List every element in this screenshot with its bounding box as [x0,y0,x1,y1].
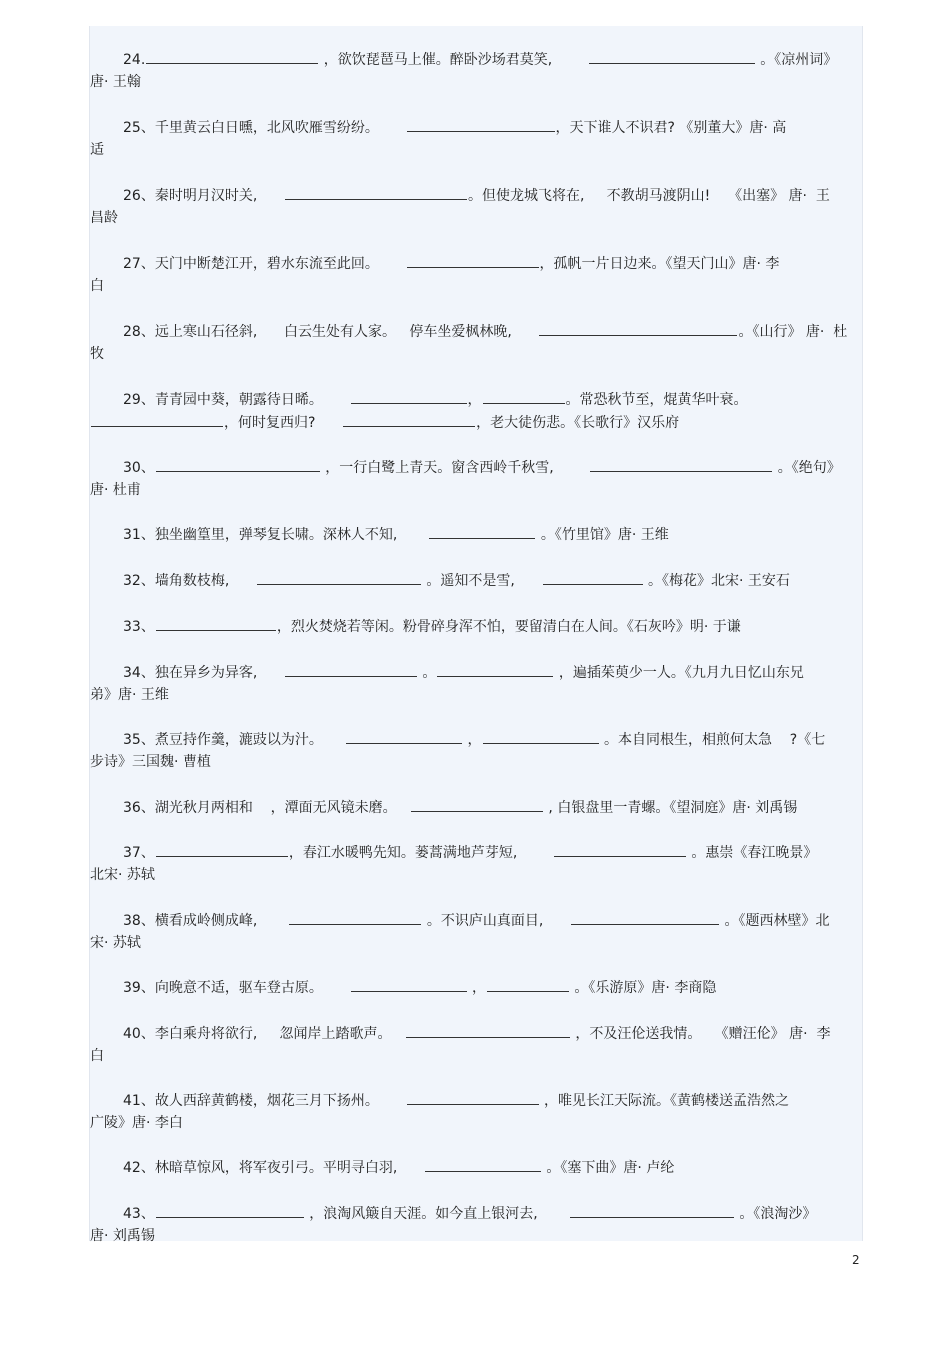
question-continuation: 昌龄 [90,210,118,226]
answer-blank[interactable] [487,976,569,992]
answer-blank[interactable] [351,388,467,404]
question-line [90,252,862,275]
question-text: ，烈火焚烧若等闲。粉骨碎身浑不怕，要留清白在人间。《石灰吟》明· 于谦 [276,619,741,635]
question-text: ，欲饮琵琶马上催。醉卧沙场君莫笑, [319,52,588,68]
question-item [90,252,862,297]
question-text: , 白银盘里一青螺。《望洞庭》唐· 刘禹锡 [543,800,798,816]
question-text: 。但使龙城飞将在, 不教胡马渡阴山! 《出塞》 唐· 王 [467,188,830,204]
answer-blank[interactable] [285,184,467,200]
question-continuation: 白 [90,1048,104,1064]
question-item [90,976,862,999]
question-text: 34、独在异乡为异客, [123,665,284,681]
question-text: 。常恐秋节至，焜黄华叶衰。 [565,392,748,408]
question-text: 42、林暗草惊风，将军夜引弓。平明寻白羽, [123,1160,424,1176]
question-text: 33、 [123,619,155,635]
question-text: 。《梅花》北宋· 王安石 [643,573,790,589]
answer-blank[interactable] [437,661,553,677]
question-line [90,909,862,932]
question-text: 。本自同根生，相煎何太急 ?《七 [599,732,826,748]
answer-blank[interactable] [289,909,421,925]
question-text: ， [463,732,482,748]
question-line [90,48,862,71]
question-text: 。《乐游原》唐· 李商隐 [569,980,717,996]
question-text: ，一行白鹭上青天。窗含西岭千秋雪, [320,460,590,476]
question-text: 32、墙角数枝梅, [123,573,256,589]
question-text: 。《浪淘沙》 [734,1206,817,1222]
question-text: ，春江水暖鸭先知。蒌蒿满地芦芽短, [288,845,553,861]
answer-blank[interactable] [571,909,719,925]
question-text: ， [467,980,486,996]
answer-blank[interactable] [156,841,288,857]
question-continuation: 牧 [90,346,104,362]
question-item [90,615,862,638]
question-continuation: 适 [90,142,104,158]
question-text: 。 [417,665,437,681]
question-text: ，浪淘风簸自天涯。如今直上银河去, [304,1206,569,1222]
question-continuation: 唐· 杜甫 [90,482,141,498]
page-number: 2 [852,1253,860,1267]
answer-blank[interactable] [543,569,643,585]
question-text: ，天下谁人不识君? 《别董大》唐· 高 [555,120,787,136]
question-item [90,184,862,229]
question-continuation: 弟》唐· 王维 [90,687,169,703]
question-text: ，孤帆一片日边来。《望天门山》唐· 李 [539,256,780,272]
question-item [90,569,862,592]
question-line [90,976,862,999]
question-text: 28、远上寒山石径斜, 白云生处有人家。 停车坐爱枫林晚, [123,324,539,340]
question-text: 。《竹里馆》唐· 王维 [536,527,669,543]
question-text: 。惠崇《春江晚景》 [686,845,818,861]
question-line [90,796,862,819]
question-continuation: 宋· 苏轼 [90,935,141,951]
question-continuation: 唐· 王翰 [90,74,141,90]
answer-blank[interactable] [156,1202,304,1218]
answer-blank[interactable] [539,320,737,336]
question-text: 35、煮豆持作羹，漉豉以为汁。 [123,732,346,748]
question-line [90,116,862,139]
question-item [90,728,862,773]
question-item [90,116,862,161]
answer-blank[interactable] [590,456,772,472]
question-text: 25、千里黄云白日曛，北风吹雁雪纷纷。 [123,120,406,136]
question-item [90,320,862,365]
question-text: 40、李白乘舟将欲行, 忽闻岸上踏歌声。 [123,1026,405,1042]
answer-blank[interactable] [483,728,599,744]
question-item [90,456,862,501]
answer-blank[interactable] [429,523,535,539]
question-continuation: 广陵》唐· 李白 [90,1115,183,1131]
question-text: 30、 [123,460,155,476]
question-item [90,1089,862,1134]
question-text: 37、 [123,845,155,861]
question-item [90,661,862,706]
question-line [90,184,862,207]
answer-blank[interactable] [346,728,462,744]
question-text: ， [467,392,482,408]
answer-blank[interactable] [257,569,421,585]
question-continuation: 北宋· 苏轼 [90,867,155,883]
answer-blank[interactable] [146,48,318,64]
question-item [90,796,862,819]
question-continuation [90,411,862,434]
question-text: 。《山行》 唐· 杜 [738,324,848,340]
answer-blank[interactable] [91,411,223,427]
question-item [90,1202,862,1247]
question-line [90,388,862,411]
answer-blank[interactable] [411,796,543,812]
question-line [90,320,862,343]
question-item [90,1156,862,1179]
question-item [90,1022,862,1067]
answer-blank[interactable] [589,48,755,64]
question-text: 27、天门中断楚江开，碧水东流至此回。 [123,256,406,272]
answer-blank[interactable] [554,841,686,857]
answer-blank[interactable] [425,1156,541,1172]
question-text: 41、故人西辞黄鹤楼，烟花三月下扬州。 [123,1093,406,1109]
question-line [90,1022,862,1045]
question-continuation: 白 [90,278,104,294]
question-item [90,841,862,886]
answer-blank[interactable] [343,411,475,427]
question-item [90,48,862,93]
question-text: ，老大徒伤悲。《长歌行》汉乐府 [476,415,680,431]
question-text: ，何时复西归? [224,415,343,431]
answer-blank[interactable] [285,661,417,677]
question-line [90,569,862,592]
question-text: 36、湖光秋月两相和 ，潭面无风镜未磨。 [123,800,410,816]
answer-blank[interactable] [570,1202,734,1218]
question-continuation: 步诗》三国魏· 曹植 [90,754,211,770]
question-line [90,523,862,546]
answer-blank[interactable] [407,116,555,132]
question-line [90,1202,862,1225]
answer-blank[interactable] [406,1022,570,1038]
question-line [90,1156,862,1179]
answer-blank[interactable] [156,456,320,472]
question-line [90,615,862,638]
question-text: 。《凉州词》 [755,52,838,68]
question-text: 38、横看成岭侧成峰, [123,913,289,929]
question-line [90,456,862,479]
document-page [89,26,863,1244]
answer-blank[interactable] [483,388,565,404]
question-item [90,909,862,954]
question-text: 31、独坐幽篁里，弹琴复长啸。深林人不知, [123,527,429,543]
question-line [90,661,862,684]
question-item [90,388,862,434]
question-text: 24. [123,52,146,68]
question-line [90,728,862,751]
question-continuation: 唐· 刘禹锡 [90,1228,155,1244]
question-text: ，不及汪伦送我情。 《赠汪伦》 唐· 李 [570,1026,831,1042]
answer-blank[interactable] [407,252,539,268]
question-item [90,523,862,546]
question-text: 。《塞下曲》唐· 卢纶 [541,1160,675,1176]
question-line [90,1089,862,1112]
answer-blank[interactable] [407,1089,539,1105]
question-text: 43、 [123,1206,155,1222]
question-text: 。不识庐山真面目, [422,913,571,929]
question-text: 。遥知不是雪, [421,573,542,589]
answer-blank[interactable] [351,976,467,992]
question-line [90,841,862,864]
question-text: 。《绝句》 [773,460,841,476]
question-text: 。《题西林壁》北 [720,913,830,929]
question-text: 29、青青园中葵，朝露待日晞。 [123,392,350,408]
question-text: 39、向晚意不适，驱车登古原。 [123,980,350,996]
answer-blank[interactable] [156,615,276,631]
question-text: ，唯见长江天际流。《黄鹤楼送孟浩然之 [539,1093,789,1109]
question-text: 26、秦时明月汉时关, [123,188,284,204]
question-text: ，遍插茱萸少一人。《九月九日忆山东兄 [554,665,804,681]
